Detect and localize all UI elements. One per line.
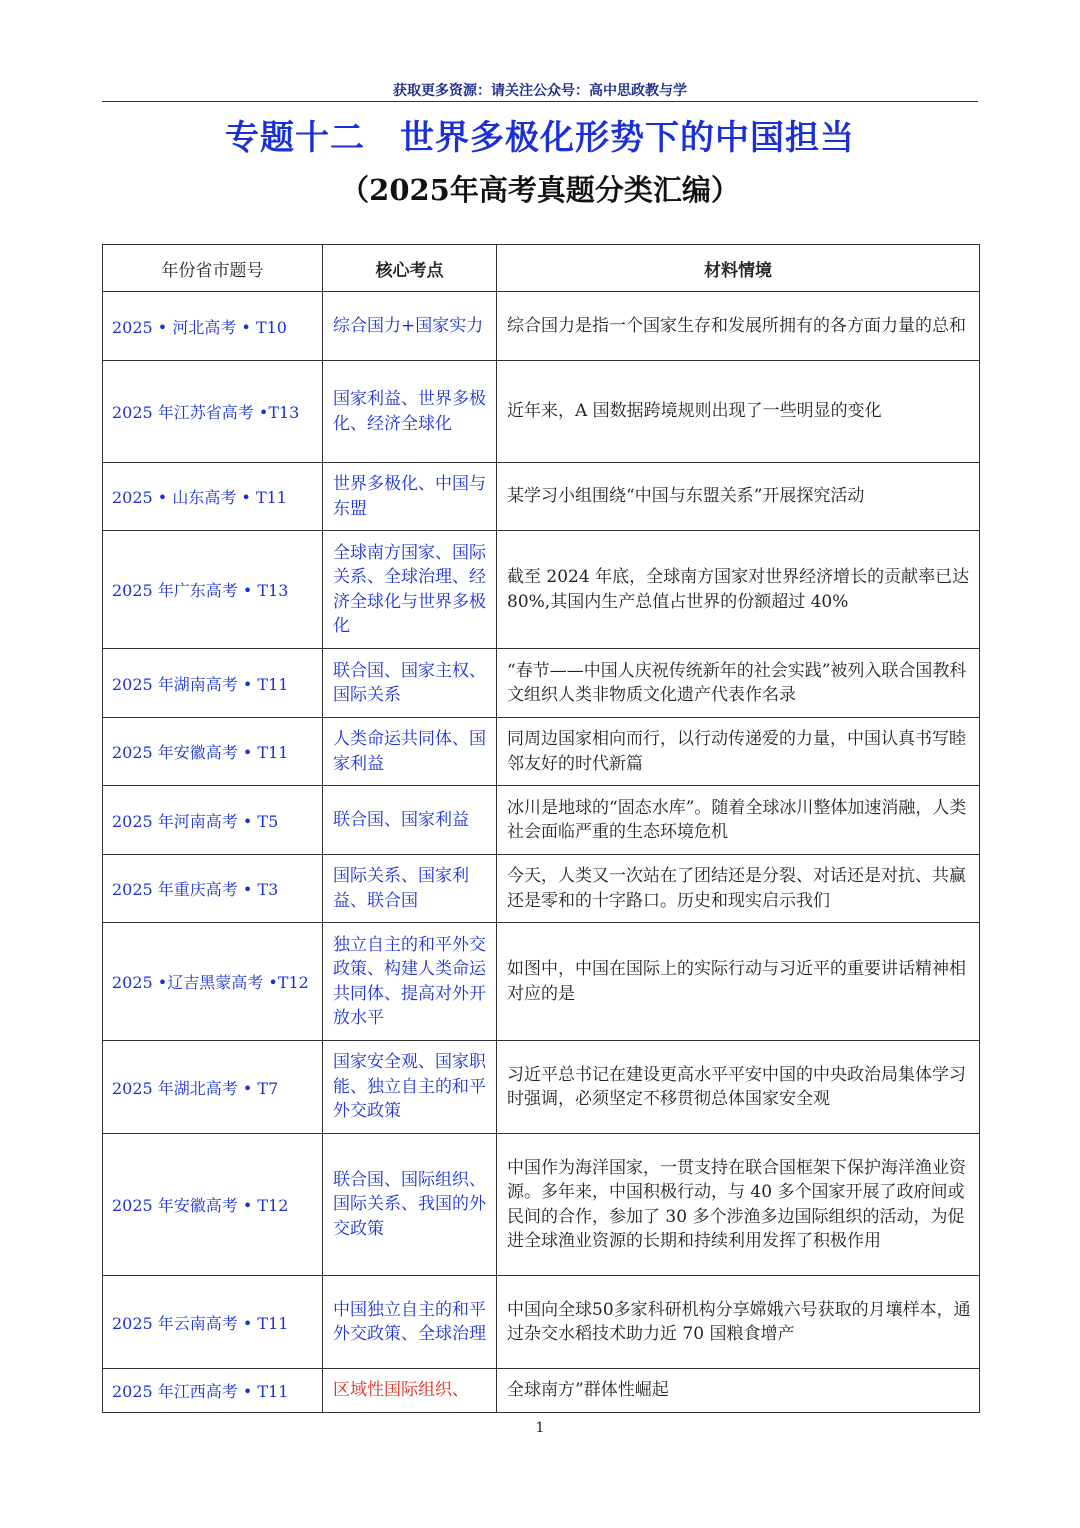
- row-material: 习近平总书记在建设更高水平平安中国的中央政治局集体学习时强调，必须坚定不移贯彻总体国家安全观: [497, 1041, 980, 1134]
- row-topic: 联合国、国家利益: [323, 786, 497, 855]
- row-topic: 国家安全观、国家职能、独立自主的和平外交政策: [323, 1041, 497, 1134]
- exam-topic-table: [102, 244, 980, 1413]
- column-header-topic: 核心考点: [323, 245, 497, 292]
- row-source: 2025 •辽吉黑蒙高考 •T12: [103, 923, 323, 1041]
- table-row: [103, 531, 980, 649]
- row-material: 全球南方”群体性崛起: [497, 1369, 980, 1413]
- row-source: 2025 年重庆高考 • T3: [103, 855, 323, 923]
- row-source: 2025 • 河北高考 • T10: [103, 292, 323, 361]
- row-source: 2025 • 山东高考 • T11: [103, 463, 323, 531]
- row-material: 冰川是地球的“固态水库”。随着全球冰川整体加速消融，人类社会面临严重的生态环境危机: [497, 786, 980, 855]
- table-row: [103, 923, 980, 1041]
- row-material: 截至 2024 年底，全球南方国家对世界经济增长的贡献率已达 80%,其国内生产总值占世界的份额超过 40%: [497, 531, 980, 649]
- row-material: 同周边国家相向而行，以行动传递爱的力量，中国认真书写睦邻友好的时代新篇: [497, 718, 980, 786]
- table-row: [103, 292, 980, 361]
- row-source: 2025 年江苏省高考 •T13: [103, 361, 323, 463]
- row-topic: 国家利益、世界多极化、经济全球化: [323, 361, 497, 463]
- row-source: 2025 年安徽高考 • T12: [103, 1134, 323, 1276]
- column-header-source: 年份省市题号: [103, 245, 323, 292]
- row-source: 2025 年广东高考 • T13: [103, 531, 323, 649]
- table-header-row: [103, 245, 980, 292]
- row-source: 2025 年湖北高考 • T7: [103, 1041, 323, 1134]
- row-topic: 联合国、国际组织、国际关系、我国的外交政策: [323, 1134, 497, 1276]
- row-material: 中国向全球50多家科研机构分享嫦娥六号获取的月壤样本，通过杂交水稻技术助力近 70 国粮食增产: [497, 1276, 980, 1369]
- row-source: 2025 年江西高考 • T11: [103, 1369, 323, 1413]
- page-title: 专题十二 世界多极化形势下的中国担当: [225, 118, 855, 158]
- row-topic: 世界多极化、中国与东盟: [323, 463, 497, 531]
- row-topic: 中国独立自主的和平外交政策、全球治理: [323, 1276, 497, 1369]
- row-topic: 人类命运共同体、国家利益: [323, 718, 497, 786]
- row-topic: 区域性国际组织、: [323, 1369, 497, 1413]
- row-material: “春节——中国人庆祝传统新年的社会实践”被列入联合国教科文组织人类非物质文化遗产代表作名录: [497, 649, 980, 718]
- row-source: 2025 年湖南高考 • T11: [103, 649, 323, 718]
- table-row: [103, 786, 980, 855]
- table-row: [103, 718, 980, 786]
- table-row: [103, 463, 980, 531]
- row-source: 2025 年安徽高考 • T11: [103, 718, 323, 786]
- row-material: 综合国力是指一个国家生存和发展所拥有的各方面力量的总和: [497, 292, 980, 361]
- row-material: 如图中，中国在国际上的实际行动与习近平的重要讲话精神相对应的是: [497, 923, 980, 1041]
- page-subtitle: （2025年高考真题分类汇编）: [340, 173, 740, 207]
- table-row: [103, 1134, 980, 1276]
- row-material: 今天，人类又一次站在了团结还是分裂、对话还是对抗、共赢还是零和的十字路口。历史和现实启示我们: [497, 855, 980, 923]
- table-row: [103, 649, 980, 718]
- table-row: [103, 1276, 980, 1369]
- table-row: [103, 1369, 980, 1413]
- table-row: [103, 361, 980, 463]
- row-topic: 独立自主的和平外交政策、构建人类命运共同体、提高对外开放水平: [323, 923, 497, 1041]
- row-source: 2025 年云南高考 • T11: [103, 1276, 323, 1369]
- row-material: 某学习小组围绕“中国与东盟关系”开展探究活动: [497, 463, 980, 531]
- table-row: [103, 855, 980, 923]
- row-topic: 联合国、国家主权、国际关系: [323, 649, 497, 718]
- row-topic: 综合国力+国家实力: [323, 292, 497, 361]
- row-material: 中国作为海洋国家，一贯支持在联合国框架下保护海洋渔业资源。多年来，中国积极行动，与 40 多个国家开展了政府间或民间的合作，参加了 30 多个涉渔多边国际组织的活动，为促进全球渔业资源的长期和持续利用发挥了积极作用: [497, 1134, 980, 1276]
- page-number: 1: [535, 1420, 545, 1436]
- header-divider: [102, 101, 978, 102]
- row-topic: 全球南方国家、国际关系、全球治理、经济全球化与世界多极化: [323, 531, 497, 649]
- table-row: [103, 1041, 980, 1134]
- row-source: 2025 年河南高考 • T5: [103, 786, 323, 855]
- column-header-material: 材料情境: [497, 245, 980, 292]
- header-note: 获取更多资源：请关注公众号：高中思政教与学: [393, 83, 687, 99]
- row-topic: 国际关系、国家利益、联合国: [323, 855, 497, 923]
- row-material: 近年来，A 国数据跨境规则出现了一些明显的变化: [497, 361, 980, 463]
